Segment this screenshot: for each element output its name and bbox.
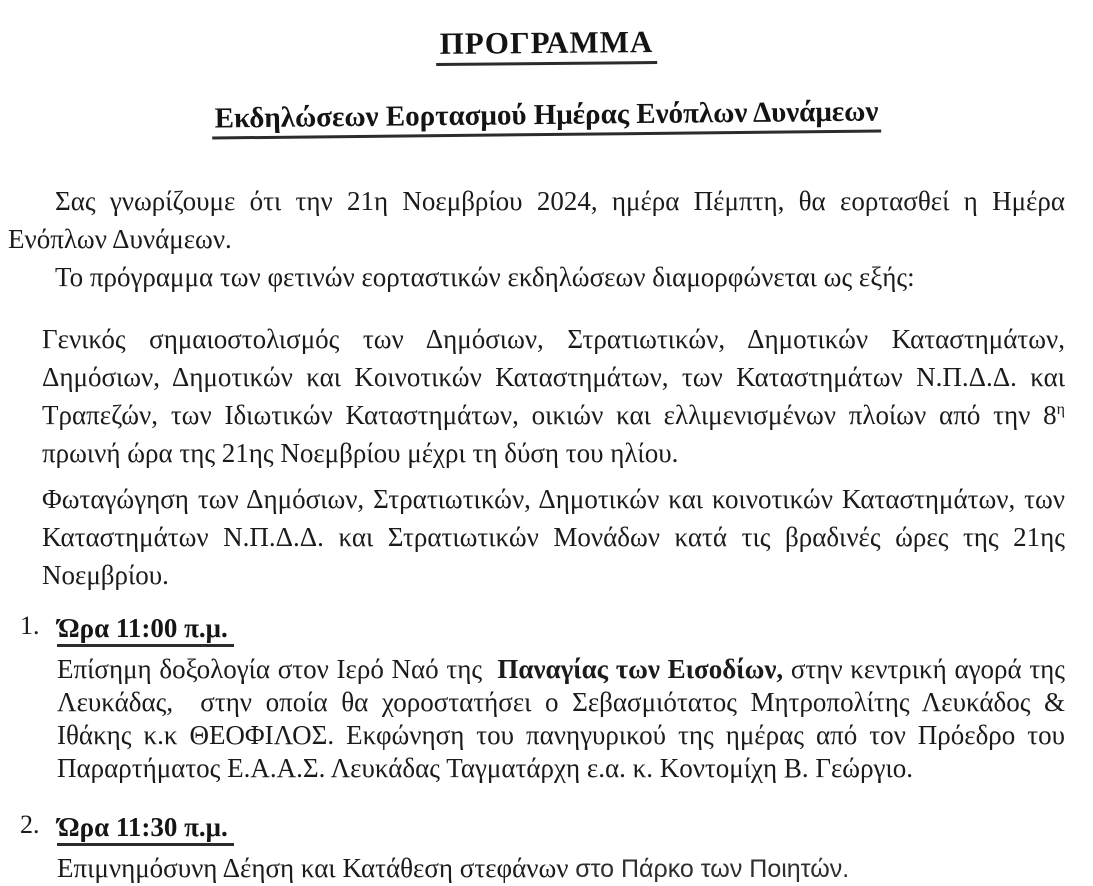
schedule-item-1 <box>20 610 1065 785</box>
illumination-paragraph: Φωταγώγηση των Δημόσιων, Στρατιωτικών, Δημοτικών και κοινοτικών Καταστημάτων, των Καταστημάτων Ν.Π.Δ.Δ. και Στρατιωτικών Μονάδων κατά τις βραδινές ώρες της 21ης Νοεμβρίου. <box>42 484 1065 590</box>
schedule-item-2-body-start: Επιμνημόσυνη Δέηση και Κατάθεση στεφάνων <box>57 853 576 883</box>
schedule-item-1-church-name: Παναγίας των Εισοδίων, <box>497 654 784 684</box>
flag-decoration-text-after: πρωινή ώρα της 21ης Νοεμβρίου μέχρι τη δύση του ηλίου. <box>42 438 679 468</box>
schedule-item-2-time-text: Ώρα 11:30 π.μ. <box>57 812 234 846</box>
schedule-item-2-body-park: στο Πάρκο των Ποιητών. <box>575 855 850 883</box>
flag-decoration-text: Γενικός σημαιοστολισμός των Δημόσιων, Στρατιωτικών, Δημοτικών Καταστημάτων, Δημόσιων, Δημοτικών και Κοινοτικών Καταστημάτων, των Καταστημάτων Ν.Π.Δ.Δ. και Τραπεζών, των Ιδιωτικών Καταστημάτων, οικιών και ελλιμενισμένων πλοίων από την 8 <box>42 324 1065 430</box>
schedule-item-1-time-heading <box>57 610 1065 646</box>
program-note-paragraph: Το πρόγραμμα των φετινών εορταστικών εκδηλώσεων διαμορφώνεται ως εξής: <box>55 262 915 292</box>
document-title-text: ΠΡΟΓΡΑΜΜΑ <box>436 24 658 66</box>
superscript-eta: η <box>1056 401 1065 418</box>
schedule-item-1-body-start: Επίσημη δοξολογία στον Ιερό Ναό της <box>57 654 498 684</box>
schedule-item-1-body <box>57 653 1065 785</box>
schedule-item-2-time-heading <box>57 809 1065 845</box>
schedule-item-1-content <box>57 610 1065 785</box>
schedule-item-2-number: 2. <box>20 810 40 839</box>
document-title <box>0 20 1093 66</box>
document-subtitle-text: Εκδηλώσεων Εορτασμού Ημέρας Ενόπλων Δυνάμεων <box>211 95 881 139</box>
flag-decoration-paragraph <box>42 320 1065 472</box>
schedule-item-1-body-end: στην κεντρική αγορά της Λευκάδας, στην οποία θα χοροστατήσει ο Σεβασμιότατος Μητροπολίτης Λευκάδος & Ιθάκης κ.κ ΘΕΟΦΙΛΟΣ. Εκφώνηση του πανηγυρικού της ημέρας από τον Πρόεδρο του Παραρτήματος Ε.Α.Α.Σ. Λευκάδας Ταγματάρχη ε.α. κ. Κοντομίχη Β. Γεώργιο. <box>57 654 1065 783</box>
schedule-item-1-time-text: Ώρα 11:00 π.μ. <box>57 613 234 647</box>
schedule-item-1-number: 1. <box>20 611 40 640</box>
document-subtitle <box>0 93 1093 137</box>
intro-paragraph: Σας γνωρίζουμε ότι την 21η Νοεμβρίου 2024, ημέρα Πέμπτη, θα εορτασθεί η Ημέρα Ενόπλων Δυνάμεων. <box>8 186 1065 254</box>
schedule-item-2 <box>20 809 1065 886</box>
schedule-item-2-content <box>57 809 1065 886</box>
